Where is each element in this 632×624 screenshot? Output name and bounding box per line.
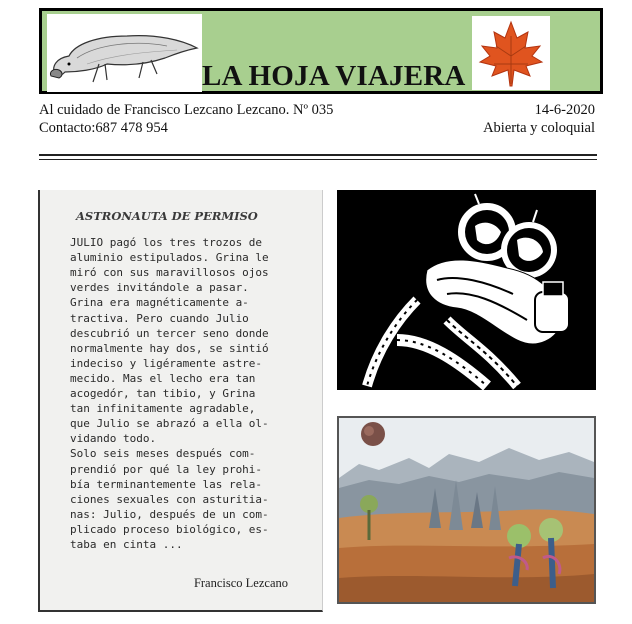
issue-date: 14-6-2020 [534,102,595,118]
article-line: aluminio estipulados. Grina le [70,251,269,265]
article-line: vidando todo. [70,432,157,446]
editor-info: Al cuidado de Francisco Lezcano Lezcano. Nº 035 [39,102,334,118]
masthead [39,8,603,94]
astronaut-couple-illustration [337,190,596,390]
article-line: normalmente hay dos, se sintió [70,341,269,355]
article-line: que Julio se abrazó a ella ol- [70,417,269,431]
article-line: tractiva. Pero cuando Julio [70,311,249,325]
article-line: mecido. Mas el lecho era tan [70,371,256,385]
article-line: tan infinitamente agradable, [70,402,256,416]
alien-landscape-illustration [337,416,596,604]
article-line: descubrió un tercer seno donde [70,326,269,340]
article-title: ASTRONAUTA DE PERMISO [76,209,258,223]
article-line: bía terminantemente las rela- [70,477,263,491]
maple-leaf-icon [472,16,550,90]
article-line: nas: Julio, después de un com- [70,507,269,521]
article-line: plicado proceso biológico, es- [70,522,269,536]
article-line: miró con sus maravillosos ojos [70,266,269,280]
newsletter-title: LA HOJA VIAJERA [202,60,466,92]
article-line: taba en cinta ... [70,538,183,551]
contact-info: Contacto:687 478 954 [39,120,168,136]
platypus-illustration [47,14,202,92]
article-line: Grina era magnéticamente a- [70,296,249,310]
article-signature: Francisco Lezcano [193,576,288,590]
style-note: Abierta y coloquial [483,120,595,136]
article-line: ciones sexuales con asturitia- [70,492,269,506]
article-line: JULIO pagó los tres trozos de [70,236,263,249]
article-line: verdes invitándole a pasar. [70,281,249,295]
divider-thick [39,154,597,156]
divider-thin [39,159,597,160]
article-line: indeciso y ligéramente astre- [70,356,263,370]
article-clipping [38,190,323,612]
article-line: prendió por qué la ley prohi- [70,462,263,476]
article-line: acogedór, tan tibio, y Grina [70,387,256,400]
article-line: Solo seis meses después com- [70,447,256,461]
